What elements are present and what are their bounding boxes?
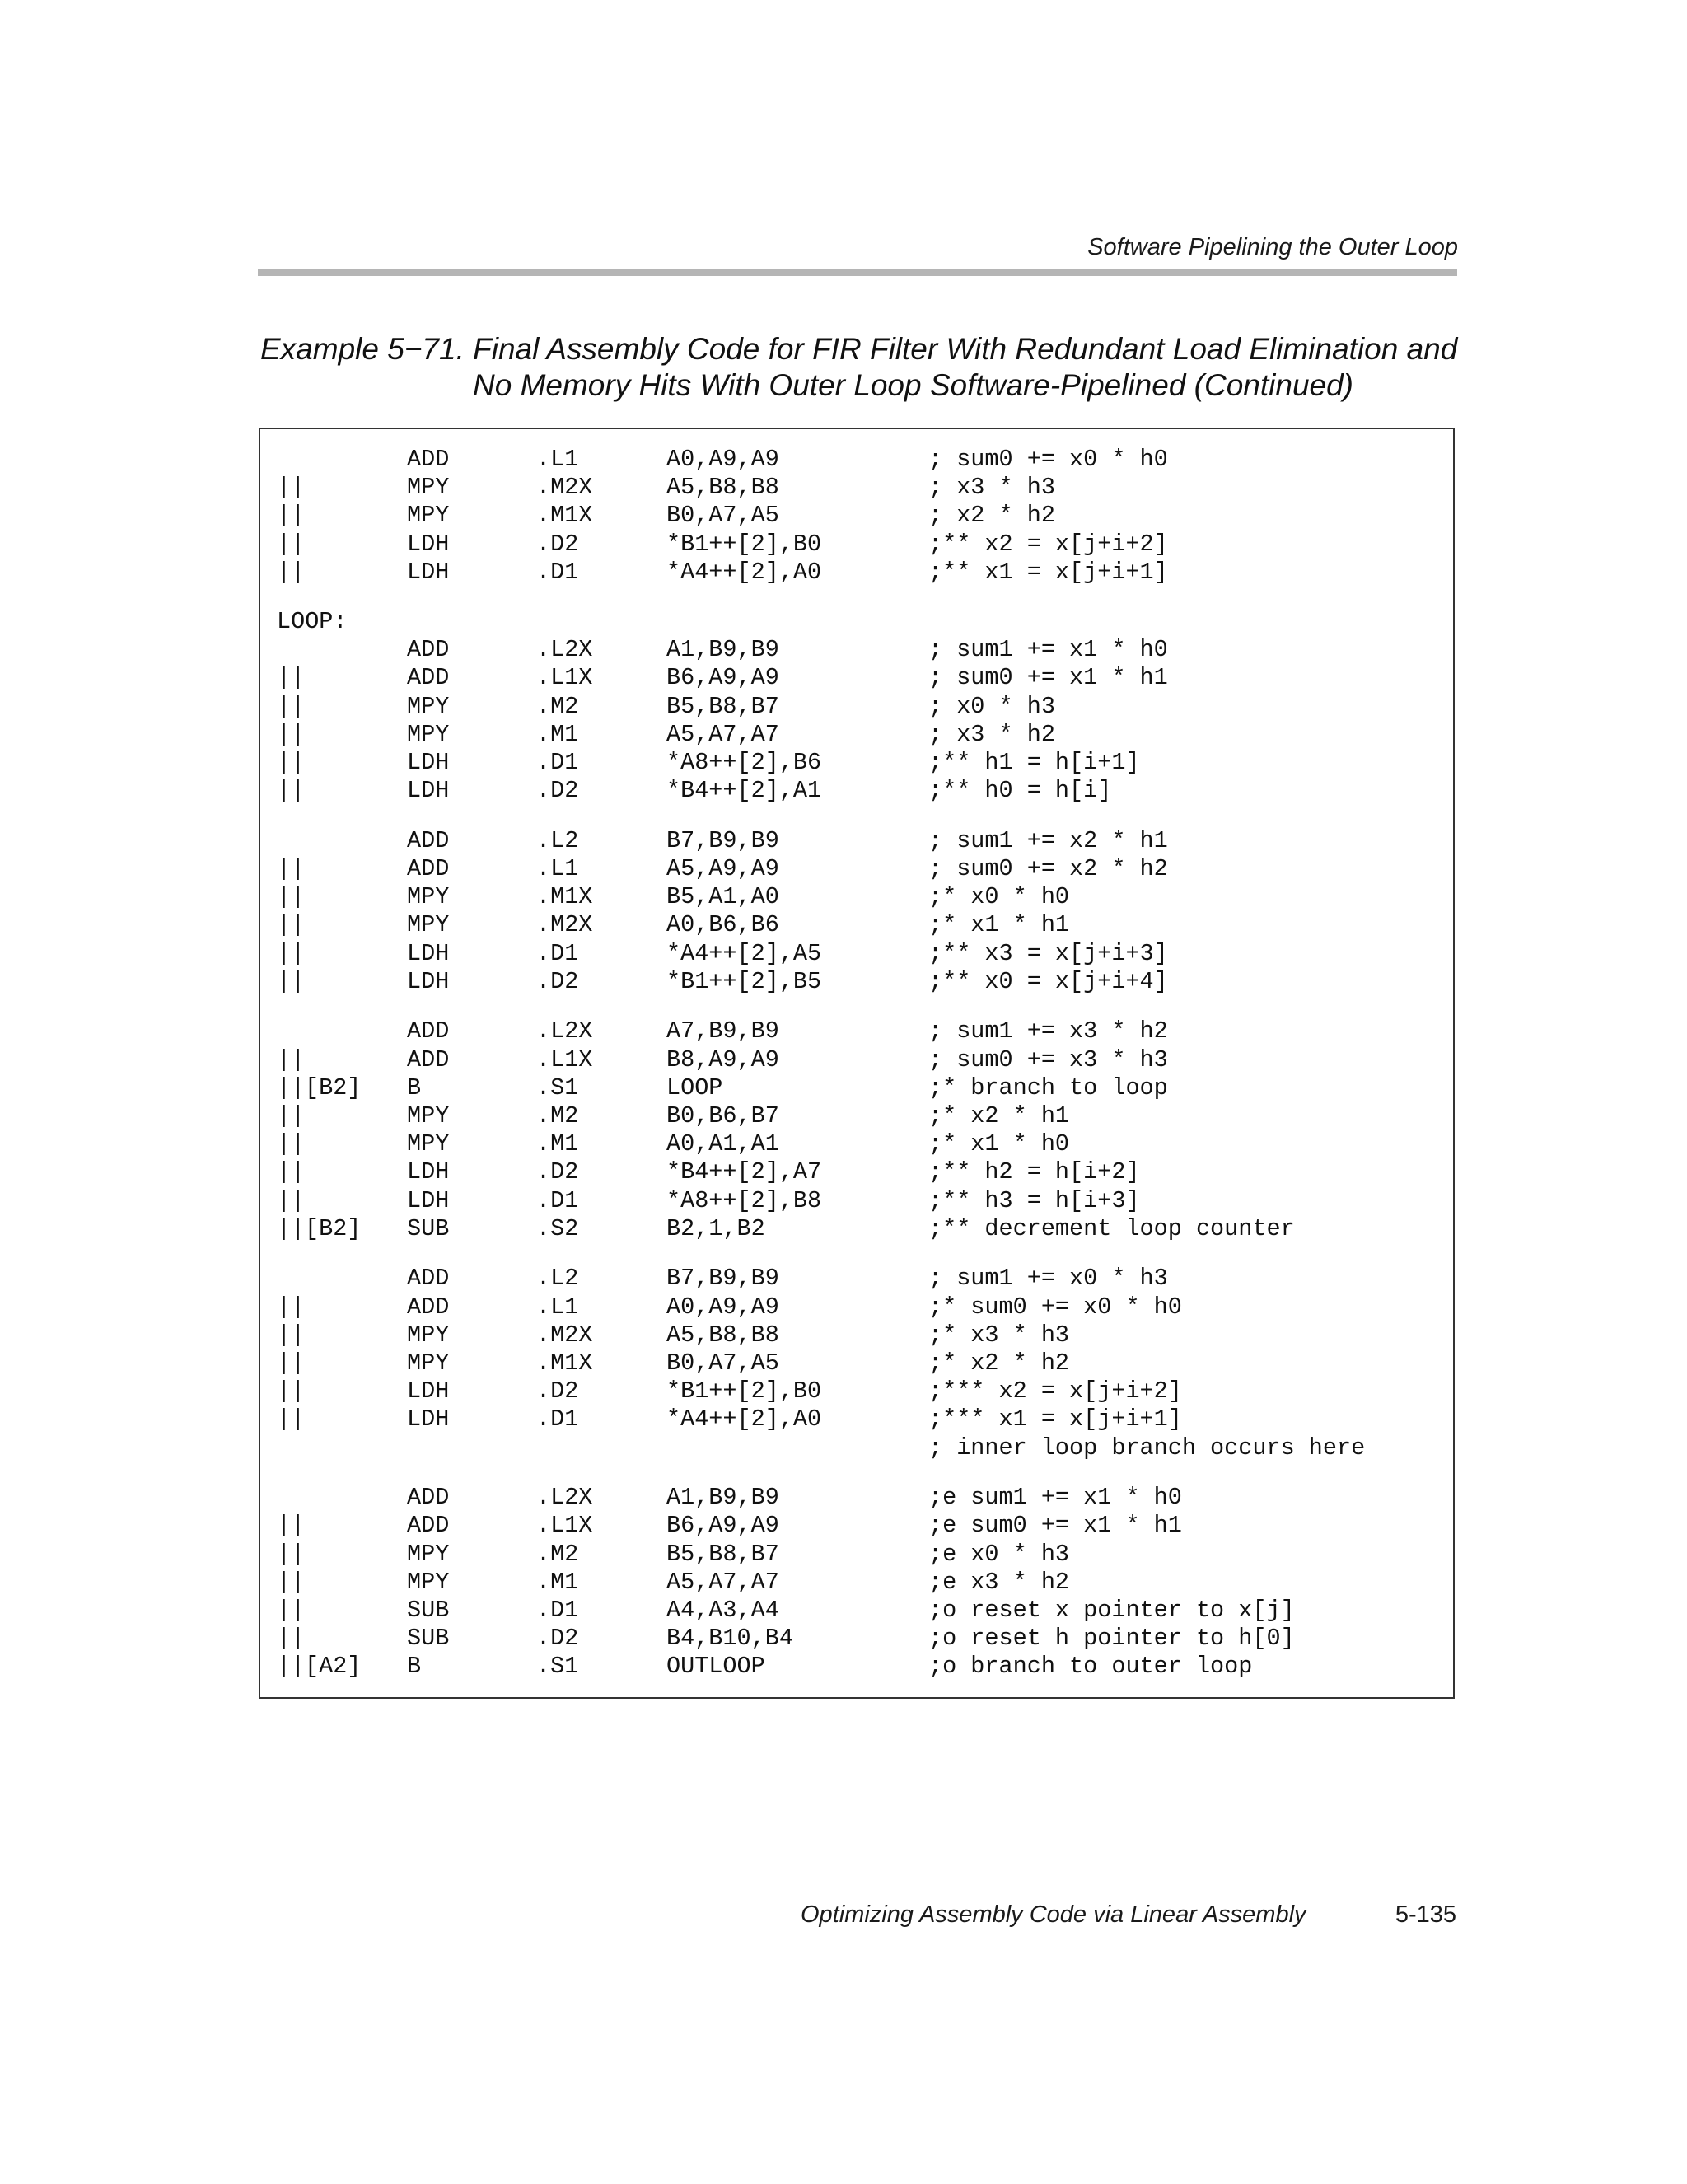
code-parallel-marker: || (277, 854, 306, 882)
code-operands: *B4++[2],A1 (666, 777, 822, 805)
code-functional-unit: .D2 (536, 1377, 579, 1405)
code-functional-unit: .L2X (536, 1484, 593, 1512)
code-functional-unit: .L1 (536, 1293, 579, 1321)
code-opcode: SUB (407, 1596, 450, 1624)
code-functional-unit: .M2 (536, 1540, 579, 1568)
code-comment: ;* sum0 += x0 * h0 (928, 1293, 1182, 1321)
code-functional-unit: .L2X (536, 1017, 593, 1045)
code-opcode: ADD (407, 1017, 450, 1045)
code-comment: ;e x3 * h2 (928, 1568, 1070, 1596)
code-opcode: ADD (407, 1484, 450, 1512)
code-comment: ; inner loop branch occurs here (928, 1433, 1366, 1461)
code-operands: A0,A9,A9 (666, 446, 779, 473)
code-parallel-marker: || (277, 883, 306, 911)
code-operands: B0,A7,A5 (666, 1349, 779, 1377)
example-title-line-1: Example 5−71. Final Assembly Code for FIR Filter With Redundant Load Elimination and (260, 332, 1458, 366)
code-parallel-marker: || (277, 748, 306, 776)
code-comment: ; sum0 += x1 * h1 (928, 664, 1168, 692)
code-comment: ;o branch to outer loop (928, 1653, 1253, 1681)
example-title (260, 331, 1479, 404)
code-comment: ; x0 * h3 (928, 692, 1055, 720)
code-comment: ;* x1 * h1 (928, 911, 1070, 939)
code-opcode: MPY (407, 1349, 450, 1377)
code-functional-unit: .S1 (536, 1073, 579, 1101)
code-functional-unit: .D2 (536, 530, 579, 558)
code-opcode: B (407, 1073, 422, 1101)
code-operands: LOOP (666, 1073, 723, 1101)
code-functional-unit: .L1 (536, 854, 579, 882)
code-opcode: MPY (407, 1321, 450, 1349)
code-operands: *A8++[2],B8 (666, 1186, 822, 1214)
code-parallel-marker: || (277, 1349, 306, 1377)
code-operands: B5,B8,B7 (666, 1540, 779, 1568)
code-predicate: [B2] (305, 1214, 362, 1242)
code-opcode: LDH (407, 1377, 450, 1405)
code-comment: ;*** x2 = x[j+i+2] (928, 1377, 1182, 1405)
code-opcode: MPY (407, 911, 450, 939)
header-rule (258, 269, 1457, 276)
code-opcode: ADD (407, 1512, 450, 1540)
running-header: Software Pipelining the Outer Loop (1087, 234, 1458, 260)
code-functional-unit: .L2X (536, 636, 593, 664)
code-parallel-marker: || (277, 1405, 306, 1433)
code-functional-unit: .D2 (536, 1158, 579, 1186)
code-comment: ; sum1 += x3 * h2 (928, 1017, 1168, 1045)
code-comment: ; sum0 += x3 * h3 (928, 1045, 1168, 1073)
code-parallel-marker: || (277, 1377, 306, 1405)
code-parallel-marker: || (277, 1512, 306, 1540)
code-comment: ;** h2 = h[i+2] (928, 1158, 1140, 1186)
code-functional-unit: .D2 (536, 777, 579, 805)
code-comment: ;** x1 = x[j+i+1] (928, 558, 1168, 586)
code-operands: *A8++[2],B6 (666, 748, 822, 776)
code-opcode: MPY (407, 883, 450, 911)
code-parallel-marker: || (277, 939, 306, 967)
code-operands: B6,A9,A9 (666, 664, 779, 692)
code-opcode: ADD (407, 636, 450, 664)
code-operands: *B1++[2],B5 (666, 967, 822, 995)
code-operands: *B1++[2],B0 (666, 530, 822, 558)
code-functional-unit: .L2 (536, 1265, 579, 1293)
code-operands: A0,A9,A9 (666, 1293, 779, 1321)
code-comment: ;* x2 * h2 (928, 1349, 1070, 1377)
code-functional-unit: .D1 (536, 1596, 579, 1624)
code-operands: B6,A9,A9 (666, 1512, 779, 1540)
code-parallel-marker: || (277, 967, 306, 995)
code-functional-unit: .M2 (536, 1101, 579, 1129)
code-functional-unit: .S2 (536, 1214, 579, 1242)
code-opcode: ADD (407, 826, 450, 854)
code-parallel-marker: || (277, 1101, 306, 1129)
code-opcode: SUB (407, 1214, 450, 1242)
code-opcode: MPY (407, 474, 450, 502)
code-parallel-marker: || (277, 664, 306, 692)
code-operands: B2,1,B2 (666, 1214, 765, 1242)
code-opcode: LDH (407, 1186, 450, 1214)
code-opcode: MPY (407, 1101, 450, 1129)
code-opcode: ADD (407, 1293, 450, 1321)
code-parallel-marker: || (277, 777, 306, 805)
code-comment: ; x3 * h2 (928, 720, 1055, 748)
code-opcode: LDH (407, 558, 450, 586)
code-operands: A7,B9,B9 (666, 1017, 779, 1045)
code-comment: ;o reset h pointer to h[0] (928, 1625, 1295, 1653)
code-functional-unit: .M2 (536, 692, 579, 720)
code-opcode: MPY (407, 720, 450, 748)
code-opcode: LDH (407, 967, 450, 995)
code-functional-unit: .M2X (536, 1321, 593, 1349)
code-parallel-marker: || (277, 1186, 306, 1214)
code-parallel-marker: || (277, 558, 306, 586)
code-opcode: MPY (407, 1540, 450, 1568)
code-opcode: LDH (407, 1405, 450, 1433)
code-comment: ;* x1 * h0 (928, 1130, 1070, 1158)
code-parallel-marker: || (277, 692, 306, 720)
code-operands: A5,B8,B8 (666, 474, 779, 502)
code-functional-unit: .M2X (536, 911, 593, 939)
code-comment: ; sum0 += x0 * h0 (928, 446, 1168, 473)
code-functional-unit: .S1 (536, 1653, 579, 1681)
code-operands: B8,A9,A9 (666, 1045, 779, 1073)
code-opcode: ADD (407, 1265, 450, 1293)
code-operands: A1,B9,B9 (666, 1484, 779, 1512)
code-parallel-marker: || (277, 1045, 306, 1073)
code-comment: ;* x2 * h1 (928, 1101, 1070, 1129)
code-functional-unit: .L1 (536, 446, 579, 473)
code-comment: ; sum1 += x1 * h0 (928, 636, 1168, 664)
code-parallel-marker: || (277, 720, 306, 748)
code-label: LOOP: (277, 607, 348, 635)
code-operands: B7,B9,B9 (666, 1265, 779, 1293)
code-opcode: MPY (407, 502, 450, 530)
code-opcode: ADD (407, 446, 450, 473)
code-parallel-marker: || (277, 1073, 306, 1101)
code-operands: *A4++[2],A5 (666, 939, 822, 967)
code-comment: ;** x2 = x[j+i+2] (928, 530, 1168, 558)
code-comment: ; sum1 += x0 * h3 (928, 1265, 1168, 1293)
code-functional-unit: .D2 (536, 967, 579, 995)
code-operands: A5,B8,B8 (666, 1321, 779, 1349)
code-parallel-marker: || (277, 1540, 306, 1568)
code-operands: OUTLOOP (666, 1653, 765, 1681)
code-opcode: LDH (407, 939, 450, 967)
code-comment: ;** h3 = h[i+3] (928, 1186, 1140, 1214)
code-comment: ; sum0 += x2 * h2 (928, 854, 1168, 882)
code-predicate: [B2] (305, 1073, 362, 1101)
code-comment: ;** decrement loop counter (928, 1214, 1295, 1242)
code-functional-unit: .M2X (536, 474, 593, 502)
code-comment: ; x2 * h2 (928, 502, 1055, 530)
code-functional-unit: .L2 (536, 826, 579, 854)
code-comment: ; sum1 += x2 * h1 (928, 826, 1168, 854)
code-operands: *A4++[2],A0 (666, 1405, 822, 1433)
code-comment: ;*** x1 = x[j+i+1] (928, 1405, 1182, 1433)
code-functional-unit: .D1 (536, 1186, 579, 1214)
code-operands: *A4++[2],A0 (666, 558, 822, 586)
code-parallel-marker: || (277, 1321, 306, 1349)
code-opcode: MPY (407, 1130, 450, 1158)
code-parallel-marker: || (277, 1130, 306, 1158)
code-comment: ;** h1 = h[i+1] (928, 748, 1140, 776)
code-operands: *B4++[2],A7 (666, 1158, 822, 1186)
code-comment: ;o reset x pointer to x[j] (928, 1596, 1295, 1624)
code-functional-unit: .M1X (536, 502, 593, 530)
code-operands: A5,A7,A7 (666, 720, 779, 748)
code-opcode: LDH (407, 530, 450, 558)
code-opcode: LDH (407, 1158, 450, 1186)
running-footer: Optimizing Assembly Code via Linear Assembly (801, 1901, 1306, 1928)
code-comment: ; x3 * h3 (928, 474, 1055, 502)
code-comment: ;** x3 = x[j+i+3] (928, 939, 1168, 967)
code-opcode: B (407, 1653, 422, 1681)
code-opcode: ADD (407, 854, 450, 882)
code-functional-unit: .D1 (536, 939, 579, 967)
code-functional-unit: .M1 (536, 1130, 579, 1158)
code-parallel-marker: || (277, 1293, 306, 1321)
code-opcode: SUB (407, 1625, 450, 1653)
code-functional-unit: .M1X (536, 883, 593, 911)
code-comment: ;e x0 * h3 (928, 1540, 1070, 1568)
code-comment: ;** x0 = x[j+i+4] (928, 967, 1168, 995)
code-operands: B5,A1,A0 (666, 883, 779, 911)
code-functional-unit: .D1 (536, 1405, 579, 1433)
code-comment: ;* branch to loop (928, 1073, 1168, 1101)
code-operands: A5,A7,A7 (666, 1568, 779, 1596)
code-functional-unit: .D1 (536, 748, 579, 776)
code-listing-box (259, 428, 1455, 1699)
code-parallel-marker: || (277, 502, 306, 530)
code-parallel-marker: || (277, 1568, 306, 1596)
code-operands: B0,A7,A5 (666, 502, 779, 530)
code-operands: *B1++[2],B0 (666, 1377, 822, 1405)
example-title-line-2: No Memory Hits With Outer Loop Software-Pipelined (Continued) (473, 368, 1354, 402)
code-operands: A0,B6,B6 (666, 911, 779, 939)
code-operands: A4,A3,A4 (666, 1596, 779, 1624)
code-opcode: ADD (407, 1045, 450, 1073)
code-operands: B5,B8,B7 (666, 692, 779, 720)
code-functional-unit: .L1X (536, 1045, 593, 1073)
code-functional-unit: .L1X (536, 664, 593, 692)
code-parallel-marker: || (277, 1625, 306, 1653)
code-operands: A0,A1,A1 (666, 1130, 779, 1158)
code-functional-unit: .M1X (536, 1349, 593, 1377)
code-comment: ;* x0 * h0 (928, 883, 1070, 911)
code-parallel-marker: || (277, 1158, 306, 1186)
code-parallel-marker: || (277, 530, 306, 558)
code-opcode: LDH (407, 777, 450, 805)
code-comment: ;* x3 * h3 (928, 1321, 1070, 1349)
code-functional-unit: .M1 (536, 1568, 579, 1596)
code-operands: B4,B10,B4 (666, 1625, 793, 1653)
code-comment: ;** h0 = h[i] (928, 777, 1112, 805)
code-functional-unit: .D1 (536, 558, 579, 586)
code-parallel-marker: || (277, 1653, 306, 1681)
code-opcode: MPY (407, 692, 450, 720)
code-parallel-marker: || (277, 1596, 306, 1624)
code-opcode: ADD (407, 664, 450, 692)
code-predicate: [A2] (305, 1653, 362, 1681)
code-parallel-marker: || (277, 911, 306, 939)
code-functional-unit: .M1 (536, 720, 579, 748)
code-parallel-marker: || (277, 474, 306, 502)
code-operands: B7,B9,B9 (666, 826, 779, 854)
code-parallel-marker: || (277, 1214, 306, 1242)
code-operands: A5,A9,A9 (666, 854, 779, 882)
code-opcode: LDH (407, 748, 450, 776)
code-opcode: MPY (407, 1568, 450, 1596)
code-operands: B0,B6,B7 (666, 1101, 779, 1129)
page-number: 5-135 (1395, 1901, 1456, 1928)
code-functional-unit: .L1X (536, 1512, 593, 1540)
code-comment: ;e sum0 += x1 * h1 (928, 1512, 1182, 1540)
code-operands: A1,B9,B9 (666, 636, 779, 664)
code-functional-unit: .D2 (536, 1625, 579, 1653)
code-comment: ;e sum1 += x1 * h0 (928, 1484, 1182, 1512)
